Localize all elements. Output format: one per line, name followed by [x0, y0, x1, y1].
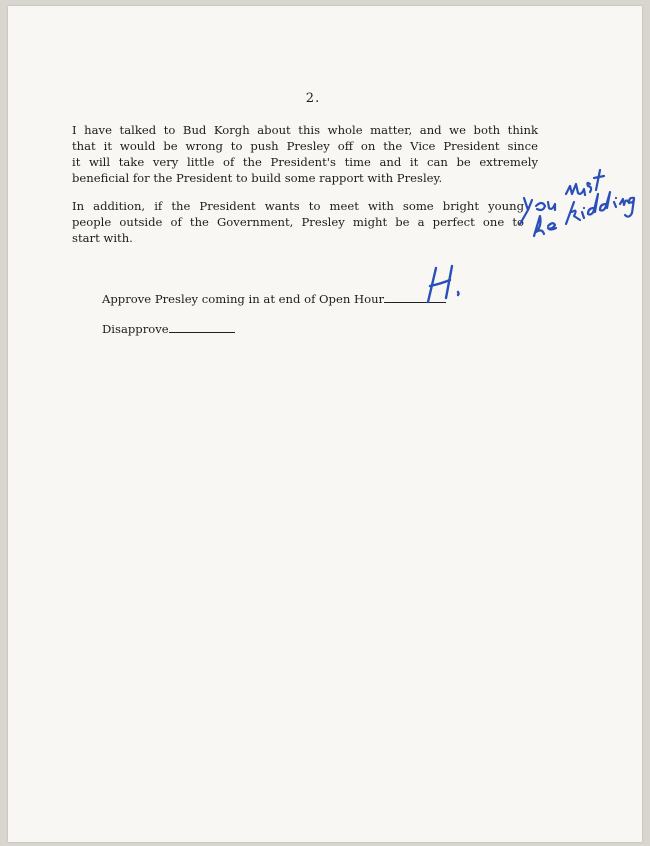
paragraph-line: that it would be wrong to push Presley off on the Vice President since — [72, 139, 538, 153]
approve-label: Approve Presley coming in at end of Open Hour — [102, 292, 385, 306]
paragraph-korgh — [72, 122, 538, 186]
approve-signature-line[interactable] — [384, 290, 446, 303]
paragraph-line: beneficial for the President to build some rapport with Presley. — [72, 171, 443, 185]
disapprove-label: Disapprove — [102, 322, 169, 336]
approve-option — [102, 290, 446, 306]
memo-page — [8, 6, 642, 842]
paragraph-line: I have talked to Bud Korgh about this whole matter, and we both think — [72, 123, 538, 137]
paragraph-line: start with. — [72, 231, 133, 245]
paragraph-addition — [72, 198, 524, 246]
disapprove-signature-line[interactable] — [169, 320, 235, 333]
paragraph-line: people outside of the Government, Presley might be a perfect one to — [72, 215, 524, 229]
paragraph-line: In addition, if the President wants to meet with some bright young — [72, 199, 524, 213]
paragraph-line: it will take very little of the President's time and it can be extremely — [72, 155, 538, 169]
disapprove-option — [102, 320, 235, 336]
page-number: 2. — [305, 91, 321, 106]
